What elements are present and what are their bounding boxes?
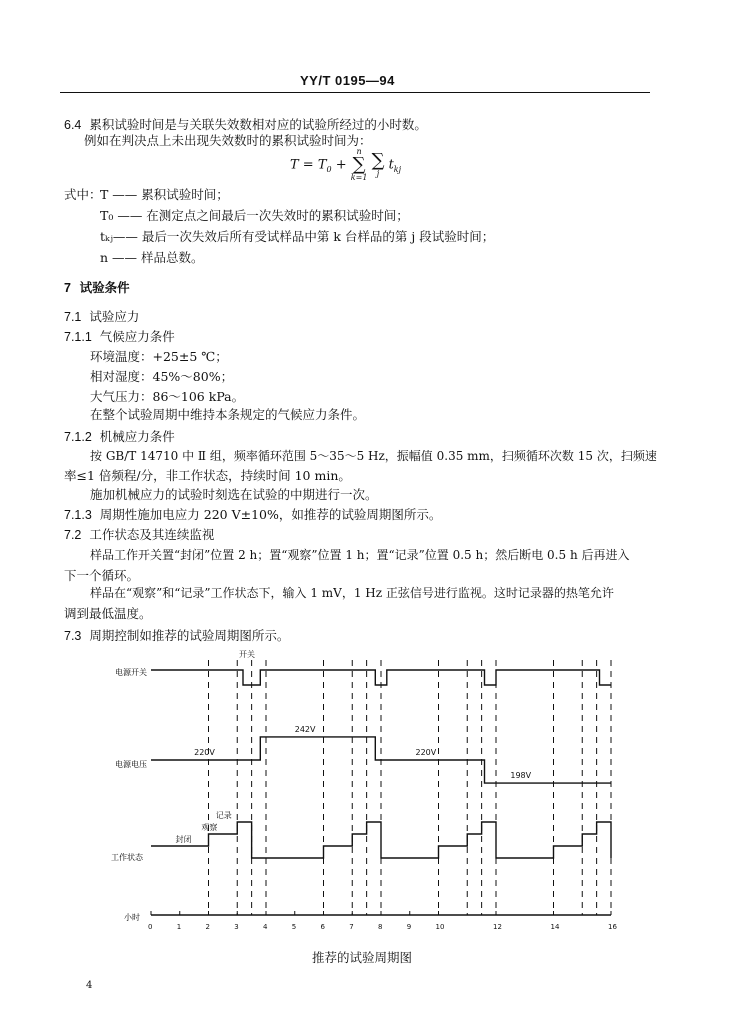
sigma-icon: ∑ bbox=[352, 154, 366, 175]
x-tick-label: 2 bbox=[205, 923, 210, 931]
definition: T₀ —— 在测定点之间最后一次失效时的累积试验时间； bbox=[100, 208, 409, 223]
formula-term-sub: kj bbox=[393, 165, 402, 175]
x-tick-label: 0 bbox=[148, 923, 153, 931]
where-prefix: 式中： bbox=[64, 187, 102, 202]
voltage-line bbox=[151, 737, 611, 783]
section-title: 气候应力条件 bbox=[99, 329, 175, 344]
climate-line: 在整个试验周期中维持本条规定的气候应力条件。 bbox=[90, 407, 366, 422]
section-number: 7.1 bbox=[64, 310, 82, 324]
series-label: 工作状态 bbox=[111, 853, 143, 862]
x-tick-label: 7 bbox=[349, 923, 354, 931]
mech-line: 按 GB/T 14710 中 Ⅱ 组，频率循环范围 5～35～5 Hz，振幅值 0.35 mm，扫频循环次数 15 次，扫频速 bbox=[90, 449, 657, 463]
document-id: YY/T 0195—94 bbox=[300, 73, 395, 88]
x-tick-label: 5 bbox=[291, 923, 297, 931]
section-number: 7.1.3 bbox=[64, 508, 92, 522]
section-title: 工作状态及其连续监视 bbox=[89, 527, 215, 542]
section-title: 试验应力 bbox=[89, 309, 140, 324]
climate-line: 相对湿度：45%～80%； bbox=[90, 369, 234, 384]
section-title: 机械应力条件 bbox=[99, 429, 175, 444]
work-state-line bbox=[151, 822, 611, 858]
series-label: 电源电压 bbox=[115, 760, 147, 769]
formula-lhs: T = T bbox=[290, 157, 327, 173]
mech-line: 施加机械应力的试验时刻选在试验的中期进行一次。 bbox=[90, 487, 378, 502]
formula-plus: + bbox=[335, 157, 347, 173]
sum-1-bottom: k=1 bbox=[350, 173, 368, 182]
x-axis-label: 小时 bbox=[124, 913, 140, 922]
climate-line: 大气压力：86～106 kPa。 bbox=[90, 389, 245, 404]
work-line: 下一个循环。 bbox=[64, 568, 140, 583]
page-number: 4 bbox=[86, 980, 93, 991]
definition: tₖⱼ—— 最后一次失效后所有受试样品中第 k 台样品的第 j 段试验时间； bbox=[100, 229, 495, 244]
section-number: 7.3 bbox=[64, 629, 82, 643]
x-tick-label: 3 bbox=[234, 923, 239, 931]
section-text: 累积试验时间是与关联失效数相对应的试验所经过的小时数。 bbox=[89, 117, 427, 132]
sum-1-top: n bbox=[356, 147, 362, 156]
work-state-label: 封闭 bbox=[175, 835, 192, 844]
switch-annotation: 开关 bbox=[239, 650, 255, 659]
x-tick-label: 10 bbox=[435, 923, 445, 931]
definition: n —— 样品总数。 bbox=[100, 250, 204, 265]
definition: T —— 累积试验时间； bbox=[100, 187, 229, 202]
x-tick-label: 16 bbox=[608, 923, 617, 931]
work-state-label: 记录 bbox=[215, 811, 232, 820]
x-tick-label: 9 bbox=[406, 923, 412, 931]
voltage-level-label: 242V bbox=[294, 724, 316, 734]
work-line: 样品在“观察”和“记录”工作状态下，输入 1 mV，1 Hz 正弦信号进行监视。这时记录器的热笔允许 bbox=[90, 586, 614, 600]
section-number: 7 bbox=[64, 281, 71, 295]
x-tick-label: 14 bbox=[550, 923, 560, 931]
x-tick-label: 12 bbox=[493, 923, 502, 931]
section-text: 周期控制如推荐的试验周期图所示。 bbox=[89, 628, 290, 643]
formula-term: t bbox=[388, 157, 394, 173]
example-line: 例如在判决点上未出现失效数时的累积试验时间为： bbox=[84, 133, 372, 148]
voltage-level-label: 220V bbox=[415, 748, 437, 757]
mech-line: 率≤1 倍频程/分，非工作状态，持续时间 10 min。 bbox=[64, 468, 351, 483]
work-line: 调到最低温度。 bbox=[64, 606, 152, 621]
sigma-icon: ∑ bbox=[371, 150, 385, 171]
voltage-level-label: 198V bbox=[510, 771, 532, 781]
x-tick-label: 4 bbox=[263, 923, 268, 931]
section-number: 7.1.1 bbox=[64, 330, 92, 344]
x-tick-label: 8 bbox=[378, 923, 383, 931]
x-tick-label: 6 bbox=[320, 923, 325, 931]
work-state-label: 观察 bbox=[201, 823, 218, 832]
work-line: 样品工作开关置“封闭”位置 2 h；置“观察”位置 1 h；置“记录”位置 0.5 h；然后断电 0.5 h 后再进入 bbox=[90, 548, 630, 562]
section-title: 试验条件 bbox=[79, 280, 130, 295]
section-number: 7.2 bbox=[64, 528, 82, 542]
section-number: 6.4 bbox=[64, 118, 82, 132]
chart-caption: 推荐的试验周期图 bbox=[312, 950, 413, 965]
voltage-level-label: 220V bbox=[194, 748, 215, 757]
section-number: 7.1.2 bbox=[64, 430, 92, 444]
series-label: 电源开关 bbox=[115, 668, 147, 677]
x-tick-label: 1 bbox=[176, 923, 182, 931]
climate-line: 环境温度：+25±5 ℃； bbox=[90, 349, 228, 364]
sum-2-bottom: j bbox=[376, 169, 380, 178]
formula-lhs-sub: 0 bbox=[326, 165, 332, 175]
section-text: 周期性施加电应力 220 V±10%，如推荐的试验周期图所示。 bbox=[99, 507, 442, 522]
